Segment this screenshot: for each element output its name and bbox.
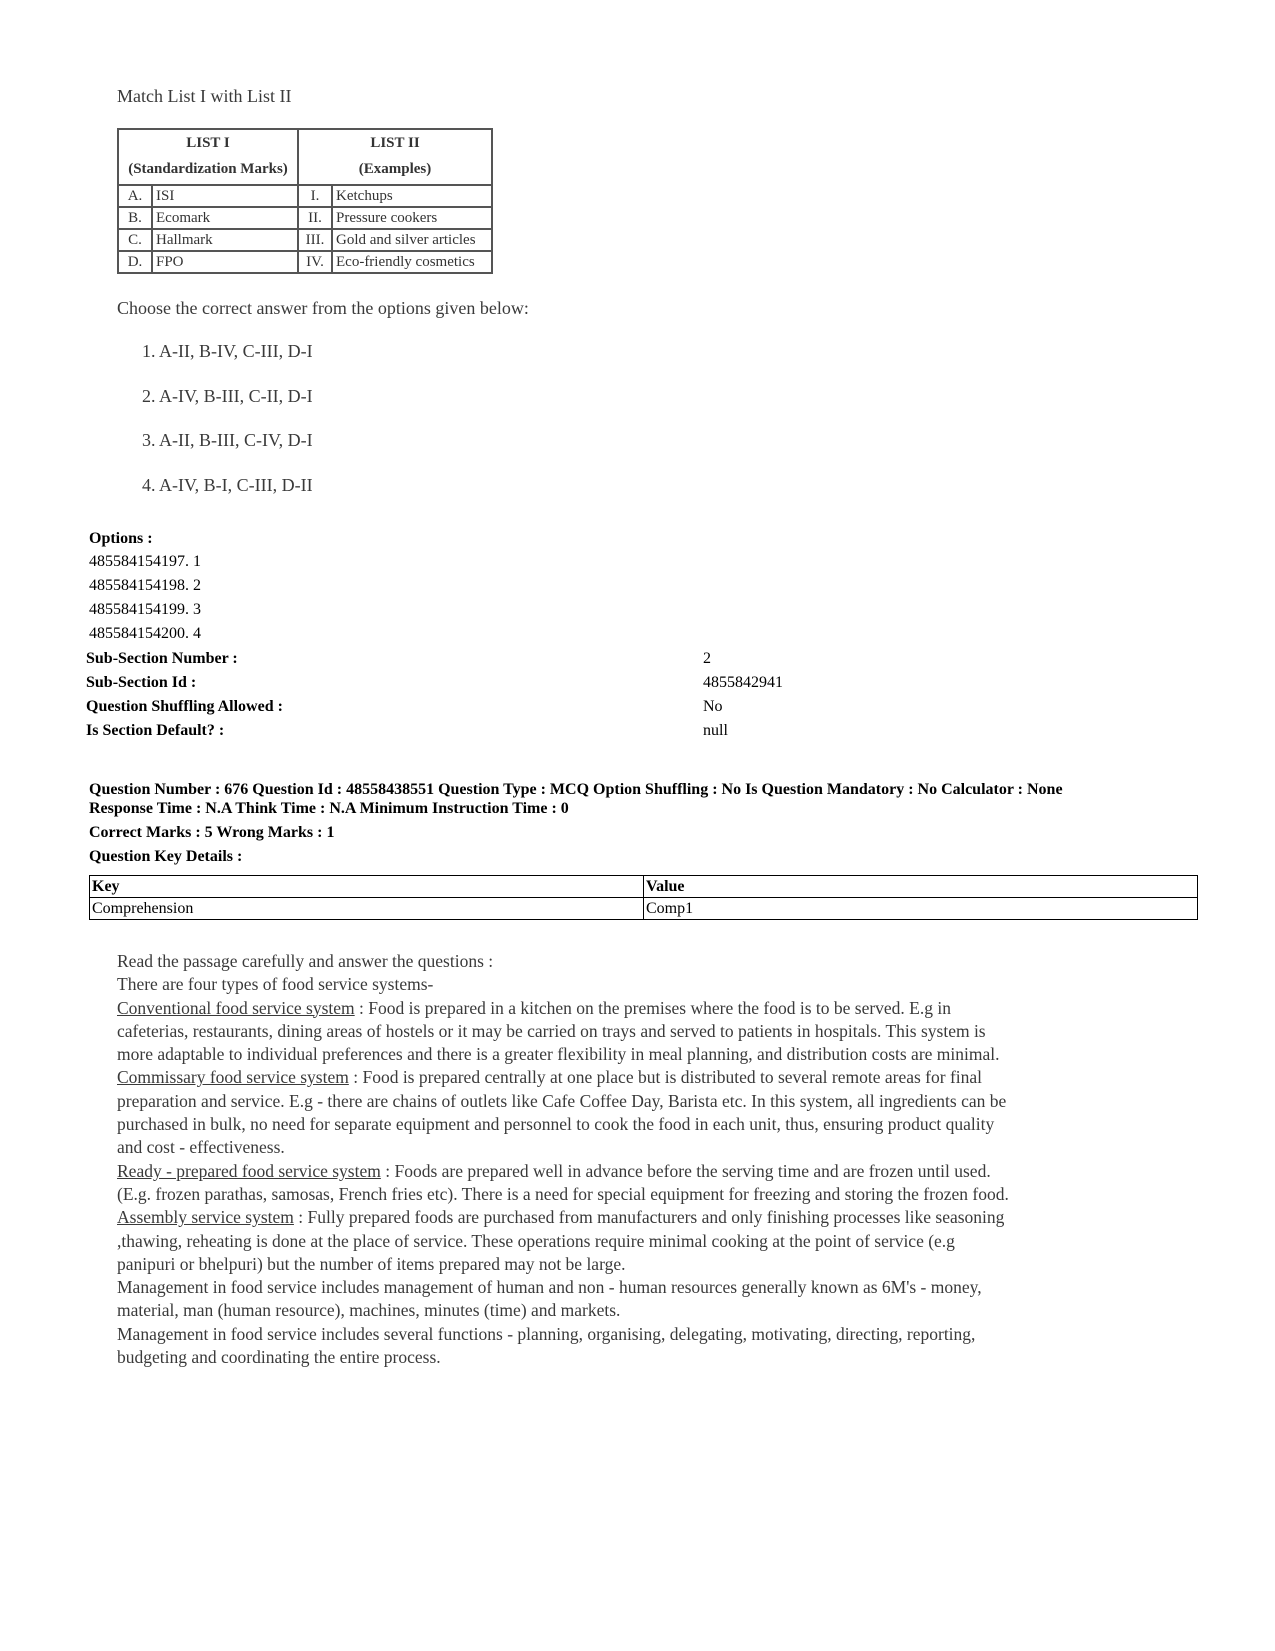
list1-header <box>118 129 298 185</box>
list2-item: Eco-friendly cosmetics <box>332 251 492 273</box>
paragraph-title: Conventional food service system <box>117 997 355 1018</box>
key-header: Key <box>90 876 644 898</box>
list1-letter: B. <box>118 207 152 229</box>
passage-paragraph <box>117 1160 1017 1207</box>
subsection-number-value: 2 <box>703 650 711 667</box>
section-default-value: null <box>703 722 728 739</box>
list2-numeral: II. <box>298 207 332 229</box>
table-row <box>118 251 492 273</box>
list1-item: ISI <box>152 185 298 207</box>
paragraph-title: Ready - prepared food service system <box>117 1160 381 1181</box>
section-default-label: Is Section Default? : <box>86 722 225 739</box>
table-row <box>90 898 1198 920</box>
table-row <box>118 207 492 229</box>
passage-paragraph <box>117 997 1017 1067</box>
list2-item: Gold and silver articles <box>332 229 492 251</box>
list2-title: LIST II <box>370 135 420 151</box>
question-info-line1: Question Number : 676 Question Id : 48558438551 Question Type : MCQ Option Shuffling : No Is Question Mandatory : No Calculator : None <box>89 781 1063 798</box>
option-item: 485584154198. 2 <box>89 577 201 594</box>
list1-letter: A. <box>118 185 152 207</box>
question-instruction: Choose the correct answer from the options given below: <box>117 298 529 318</box>
subsection-number-label: Sub-Section Number : <box>86 650 238 667</box>
question-shuffling-label: Question Shuffling Allowed : <box>86 698 283 715</box>
list1-subtitle: (Standardization Marks) <box>128 161 288 177</box>
list1-letter: D. <box>118 251 152 273</box>
list1-letter: C. <box>118 229 152 251</box>
marks-info: Correct Marks : 5 Wrong Marks : 1 <box>89 824 335 841</box>
option-item: 485584154200. 4 <box>89 625 201 642</box>
list2-numeral: I. <box>298 185 332 207</box>
answer-choice: 2. A-IV, B-III, C-II, D-I <box>142 386 313 406</box>
passage-intro: There are four types of food service systems- <box>117 974 434 995</box>
value-cell: Comp1 <box>644 898 1198 920</box>
match-table <box>117 128 493 274</box>
passage-paragraph: Management in food service includes management of human and non - human resources generally known as 6M's - money, material, man (human resource), machines, minutes (time) and markets. <box>117 1277 982 1321</box>
value-header: Value <box>644 876 1198 898</box>
passage-intro: Read the passage carefully and answer the questions : <box>117 951 494 971</box>
answer-choice: 4. A-IV, B-I, C-III, D-II <box>142 475 313 495</box>
paragraph-text: : Foods are prepared well in advance before the serving time and are frozen until used.(E.g. frozen parathas, samosas, French fries etc). There is a need for special equipment for freezing and storing the frozen food. <box>117 1160 1009 1204</box>
list2-item: Ketchups <box>332 185 492 207</box>
passage-paragraph <box>117 1206 1017 1276</box>
answer-choice: 1. A-II, B-IV, C-III, D-I <box>142 341 313 361</box>
paragraph-text: : Fully prepared foods are purchased from manufacturers and only finishing processes like seasoning ,thawing, reheating is done at the place of service. These operations require minimal cooking at the point of service (e.g panipuri or bhelpuri) but the number of items prepared may not be large. <box>117 1207 1005 1274</box>
question-info <box>89 780 1199 818</box>
comprehension-passage <box>117 950 1017 1369</box>
paragraph-title: Commissary food service system <box>117 1067 349 1088</box>
paragraph-title: Assembly service system <box>117 1207 294 1228</box>
question-info-line2: Response Time : N.A Think Time : N.A Minimum Instruction Time : 0 <box>89 800 569 817</box>
table-row <box>118 185 492 207</box>
list1-title: LIST I <box>186 135 230 151</box>
question-heading: Match List I with List II <box>117 86 292 106</box>
list2-numeral: III. <box>298 229 332 251</box>
list2-subtitle: (Examples) <box>358 161 432 177</box>
paragraph-text: : Food is prepared centrally at one place but is distributed to several remote areas for final preparation and service. E.g - there are chains of outlets like Cafe Coffee Day, Barista etc. In this system, all ingredients can be purchased in bulk, no need for separate equipment and personnel to cook the food in each unit, thus, ensuring product quality and cost - effectiveness. <box>117 1067 1007 1158</box>
option-item: 485584154197. 1 <box>89 553 201 570</box>
list2-item: Pressure cookers <box>332 207 492 229</box>
list1-item: FPO <box>152 251 298 273</box>
paragraph-text: : Food is prepared in a kitchen on the premises where the food is to be served. E.g in cafeterias, restaurants, dining areas of hostels or it may be carried on trays and served to patients in hospitals. This system is more adaptable to individual preferences and there is a greater flexibility in meal planning, and distribution costs are minimal. <box>117 997 1000 1065</box>
option-item: 485584154199. 3 <box>89 601 201 618</box>
list1-item: Ecomark <box>152 207 298 229</box>
subsection-id-label: Sub-Section Id : <box>86 674 197 691</box>
list1-item: Hallmark <box>152 229 298 251</box>
passage-paragraph <box>117 1066 1017 1159</box>
answer-choice: 3. A-II, B-III, C-IV, D-I <box>142 430 313 450</box>
passage-paragraph: Management in food service includes several functions - planning, organising, delegating, motivating, directing, reporting, budgeting and coordinating the entire process. <box>117 1323 976 1368</box>
key-cell: Comprehension <box>90 898 644 920</box>
key-details-table <box>89 875 1198 920</box>
table-row <box>118 229 492 251</box>
subsection-id-value: 4855842941 <box>703 674 783 691</box>
options-label: Options : <box>89 530 153 547</box>
question-shuffling-value: No <box>703 698 723 715</box>
list2-numeral: IV. <box>298 251 332 273</box>
table-header-row <box>90 876 1198 898</box>
key-details-label: Question Key Details : <box>89 848 243 865</box>
list2-header <box>298 129 492 185</box>
